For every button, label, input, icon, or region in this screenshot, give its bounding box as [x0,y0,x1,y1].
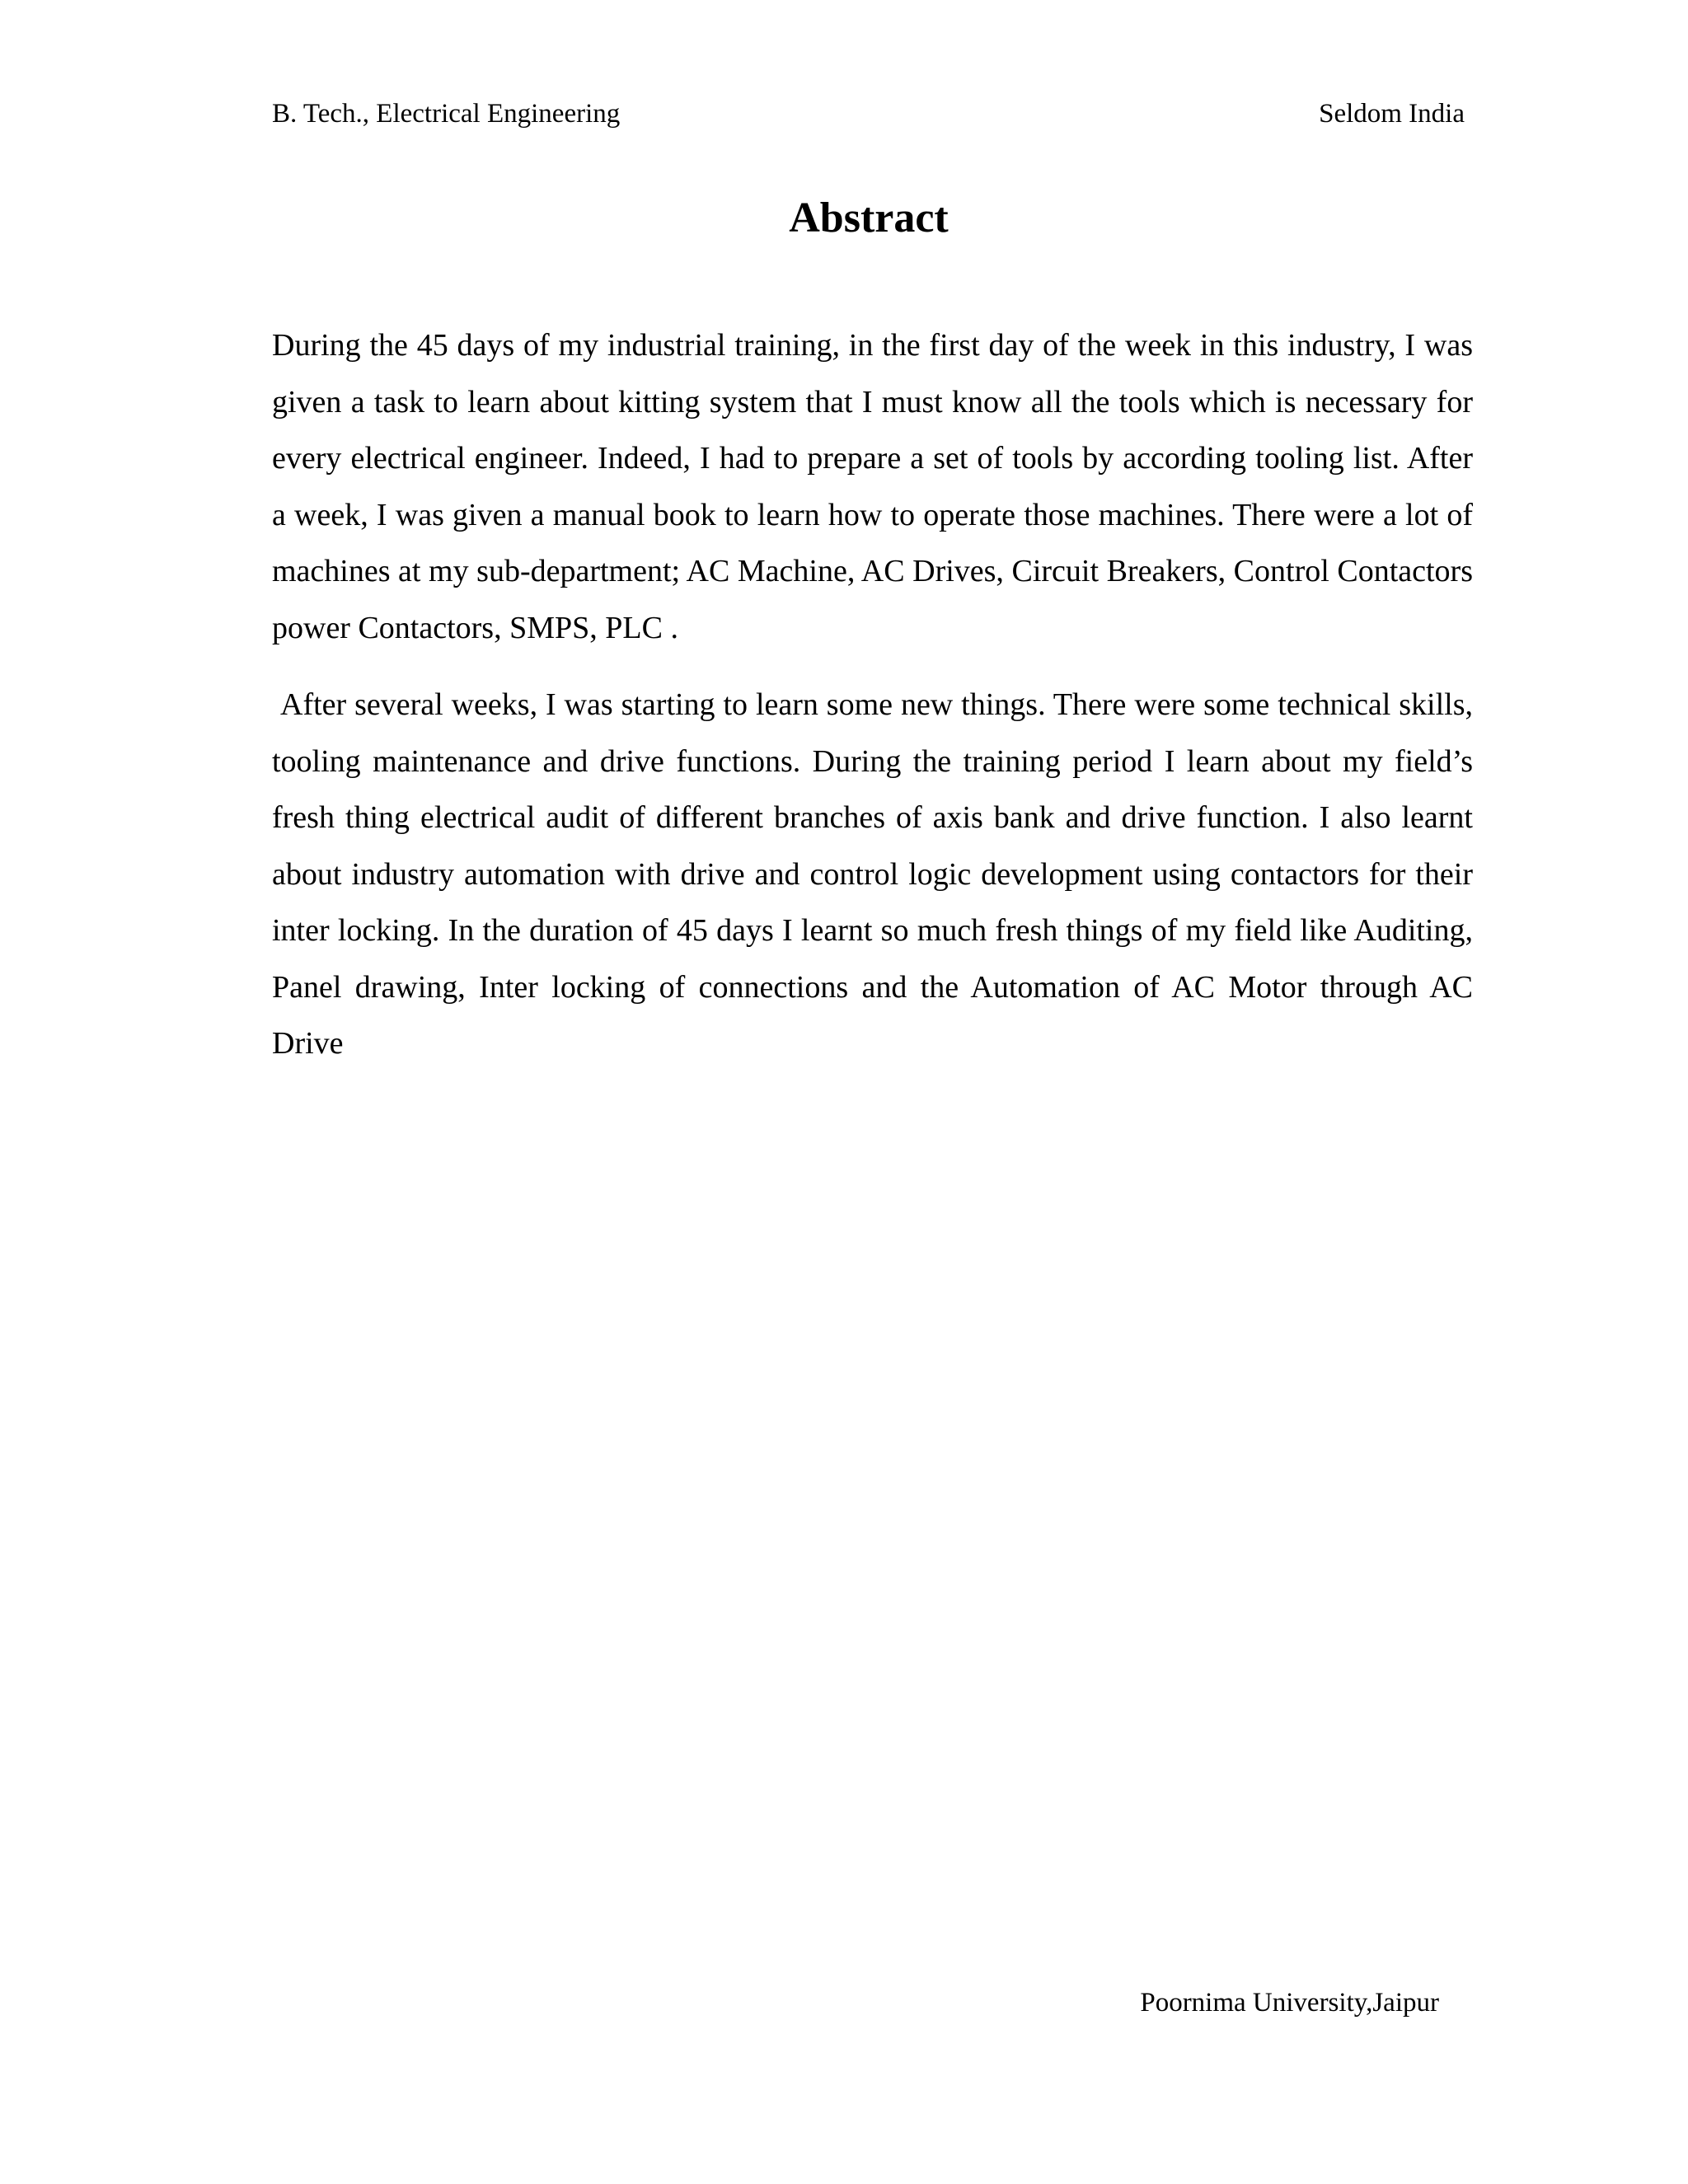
abstract-paragraph-1: During the 45 days of my industrial training, in the first day of the week in this industry, I was given a task to learn about kitting system that I must know all the tools which is necessary for every electrical engineer. Indeed, I had to prepare a set of tools by according tooling list. After a week, I was given a manual book to learn how to operate those machines. There were a lot of machines at my sub-department; AC Machine, AC Drives, Circuit Breakers, Control Contactors power Contactors, SMPS, PLC . [272,328,1473,645]
page-title: Abstract [789,194,949,241]
footer-university: Poornima University,Jaipur [1140,1988,1439,2018]
header-degree: B. Tech., Electrical Engineering [272,99,621,129]
header-company: Seldom India [1319,99,1465,129]
abstract-paragraph-2: After several weeks, I was starting to learn some new things. There were some technical skills, tooling maintenance and drive functions. During the training period I learn about my field’s fresh thing electrical audit of different branches of axis bank and drive function. I also learnt about industry automation with drive and control logic development using contactors for their inter locking. In the duration of 45 days I learnt so much fresh things of my field like Auditing, Panel drawing, Inter locking of connections and the Automation of AC Motor through AC Drive [272,687,1473,1061]
